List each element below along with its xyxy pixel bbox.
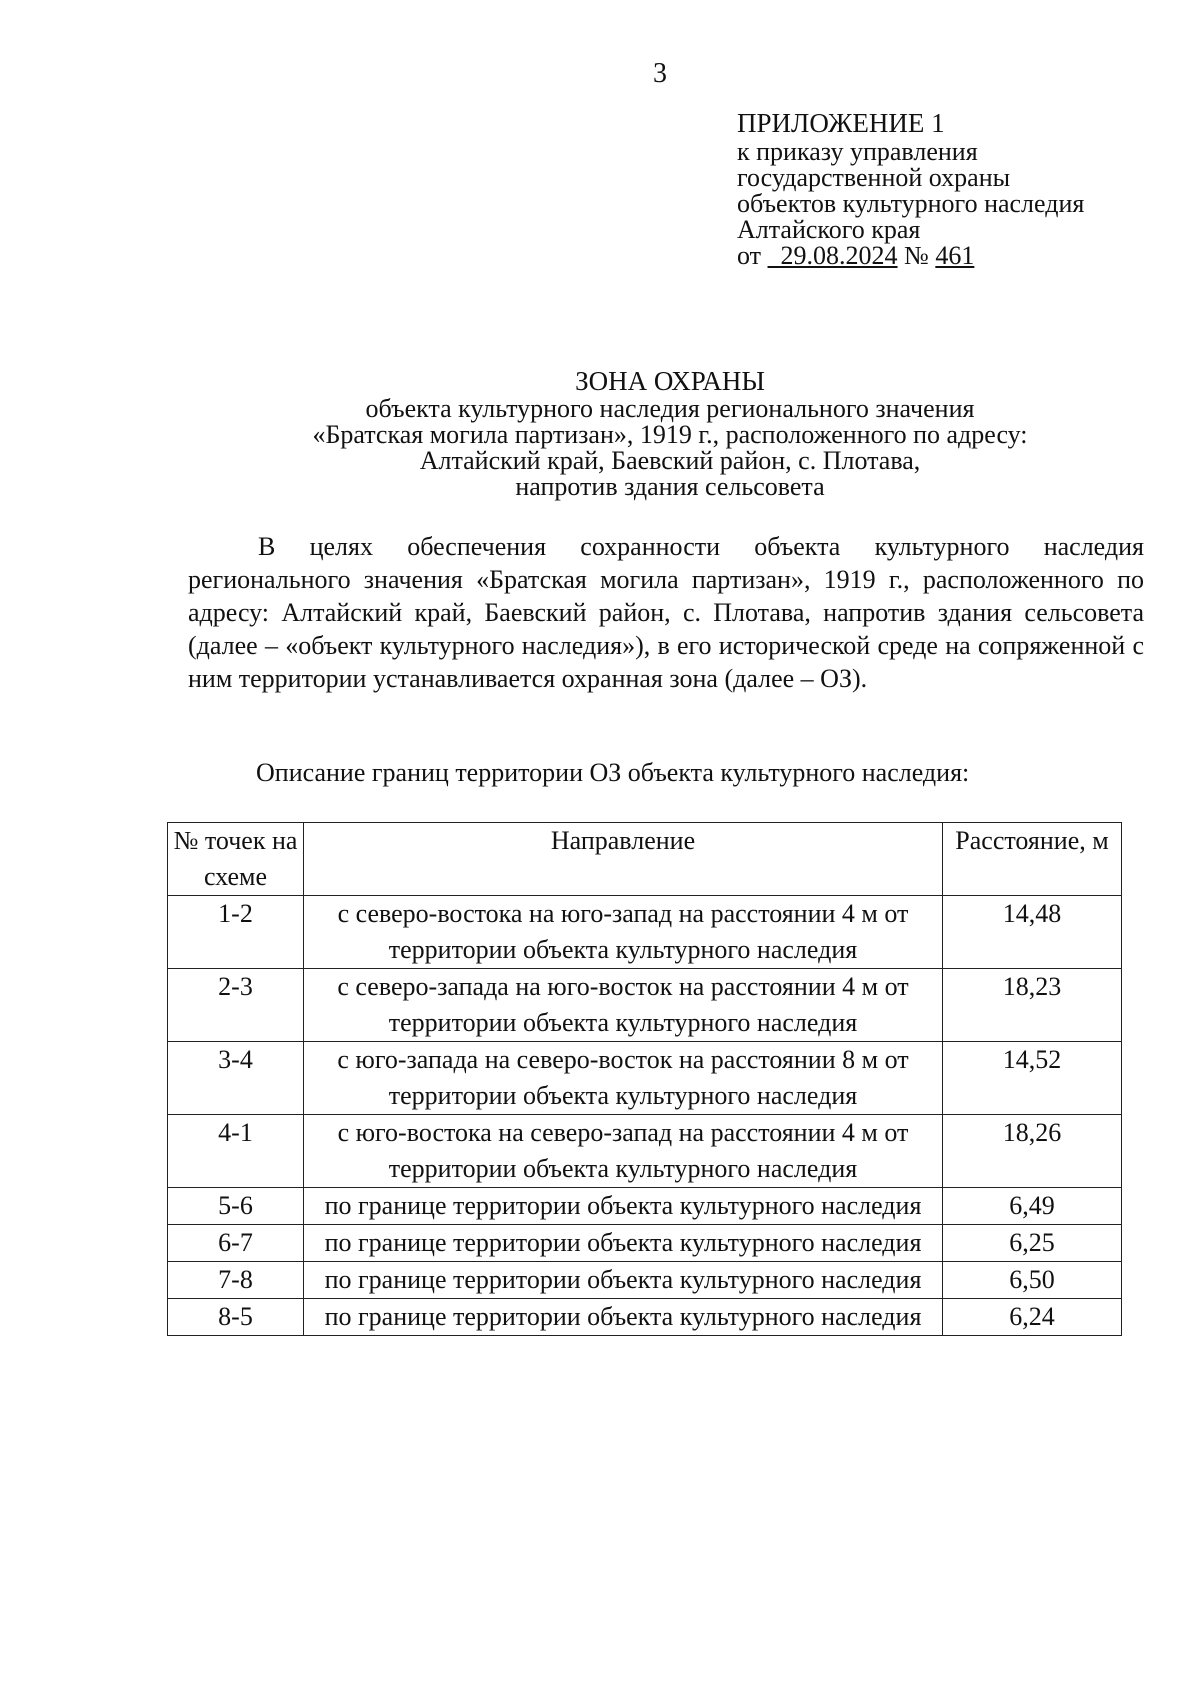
cell-direction: с северо-запада на юго-восток на расстоянии 4 м от территории объекта культурного наследия: [304, 969, 943, 1042]
appendix-line: к приказу управления: [737, 137, 978, 166]
header-points: № точек на схеме: [168, 823, 304, 896]
cell-points: 3-4: [168, 1042, 304, 1115]
appendix-title: ПРИЛОЖЕНИЕ 1: [737, 108, 945, 138]
cell-distance: 6,25: [943, 1225, 1122, 1262]
cell-direction: с юго-запада на северо-восток на расстоянии 8 м от территории объекта культурного наследия: [304, 1042, 943, 1115]
cell-direction: по границе территории объекта культурного наследия: [304, 1188, 943, 1225]
table-row: [168, 896, 1122, 969]
intro-paragraph: В целях обеспечения сохранности объекта культурного наследия регионального значения «Братская могила партизан», 1919 г., расположенного по адресу: Алтайский край, Баевский район, с. Плотава, напротив здания сельсовета (далее – «объект культурного наследия»), в его исторической среде на сопряженной с ним территории устанавливается охранная зона (далее – ОЗ).: [188, 532, 1144, 693]
cell-direction: по границе территории объекта культурного наследия: [304, 1225, 943, 1262]
cell-distance: 18,26: [943, 1115, 1122, 1188]
order-number: 461: [935, 241, 975, 270]
heading-title: ЗОНА ОХРАНЫ: [575, 366, 765, 396]
header-distance: Расстояние, м: [943, 823, 1122, 896]
appendix-block: [737, 110, 1084, 269]
table-row: [168, 1225, 1122, 1262]
appendix-date-line: [737, 243, 1084, 269]
order-date: 29.08.2024: [780, 241, 898, 270]
heading-line: напротив здания сельсовета: [515, 472, 825, 501]
appendix-line: государственной охраны: [737, 163, 1011, 192]
heading-line: «Братская могила партизан», 1919 г., расположенного по адресу:: [312, 420, 1028, 449]
cell-distance: 6,49: [943, 1188, 1122, 1225]
page-number: 3: [653, 58, 667, 89]
cell-points: 4-1: [168, 1115, 304, 1188]
cell-direction: по границе территории объекта культурного наследия: [304, 1299, 943, 1336]
cell-distance: 14,48: [943, 896, 1122, 969]
table-row: [168, 1262, 1122, 1299]
heading-line: объекта культурного наследия регионального значения: [365, 394, 975, 423]
number-sign: №: [904, 241, 929, 270]
cell-points: 2-3: [168, 969, 304, 1042]
cell-distance: 6,50: [943, 1262, 1122, 1299]
boundary-table: [167, 822, 1122, 1336]
cell-distance: 18,23: [943, 969, 1122, 1042]
table-row: [168, 1188, 1122, 1225]
cell-distance: 6,24: [943, 1299, 1122, 1336]
table-header-row: [168, 823, 1122, 896]
table-row: [168, 1115, 1122, 1188]
table-row: [168, 969, 1122, 1042]
document-heading: [180, 368, 1160, 500]
cell-direction: с юго-востока на северо-запад на расстоянии 4 м от территории объекта культурного наследия: [304, 1115, 943, 1188]
appendix-line: объектов культурного наследия: [737, 189, 1085, 218]
date-prefix: от: [737, 241, 762, 270]
appendix-line: Алтайского края: [737, 215, 921, 244]
heading-line: Алтайский край, Баевский район, с. Плотава,: [419, 446, 921, 475]
cell-points: 7-8: [168, 1262, 304, 1299]
table-row: [168, 1042, 1122, 1115]
table-row: [168, 1299, 1122, 1336]
cell-points: 5-6: [168, 1188, 304, 1225]
header-direction: Направление: [304, 823, 943, 896]
table-caption: Описание границ территории ОЗ объекта культурного наследия:: [256, 758, 970, 787]
cell-direction: по границе территории объекта культурного наследия: [304, 1262, 943, 1299]
cell-points: 6-7: [168, 1225, 304, 1262]
cell-direction: с северо-востока на юго-запад на расстоянии 4 м от территории объекта культурного наследия: [304, 896, 943, 969]
cell-points: 1-2: [168, 896, 304, 969]
cell-distance: 14,52: [943, 1042, 1122, 1115]
cell-points: 8-5: [168, 1299, 304, 1336]
